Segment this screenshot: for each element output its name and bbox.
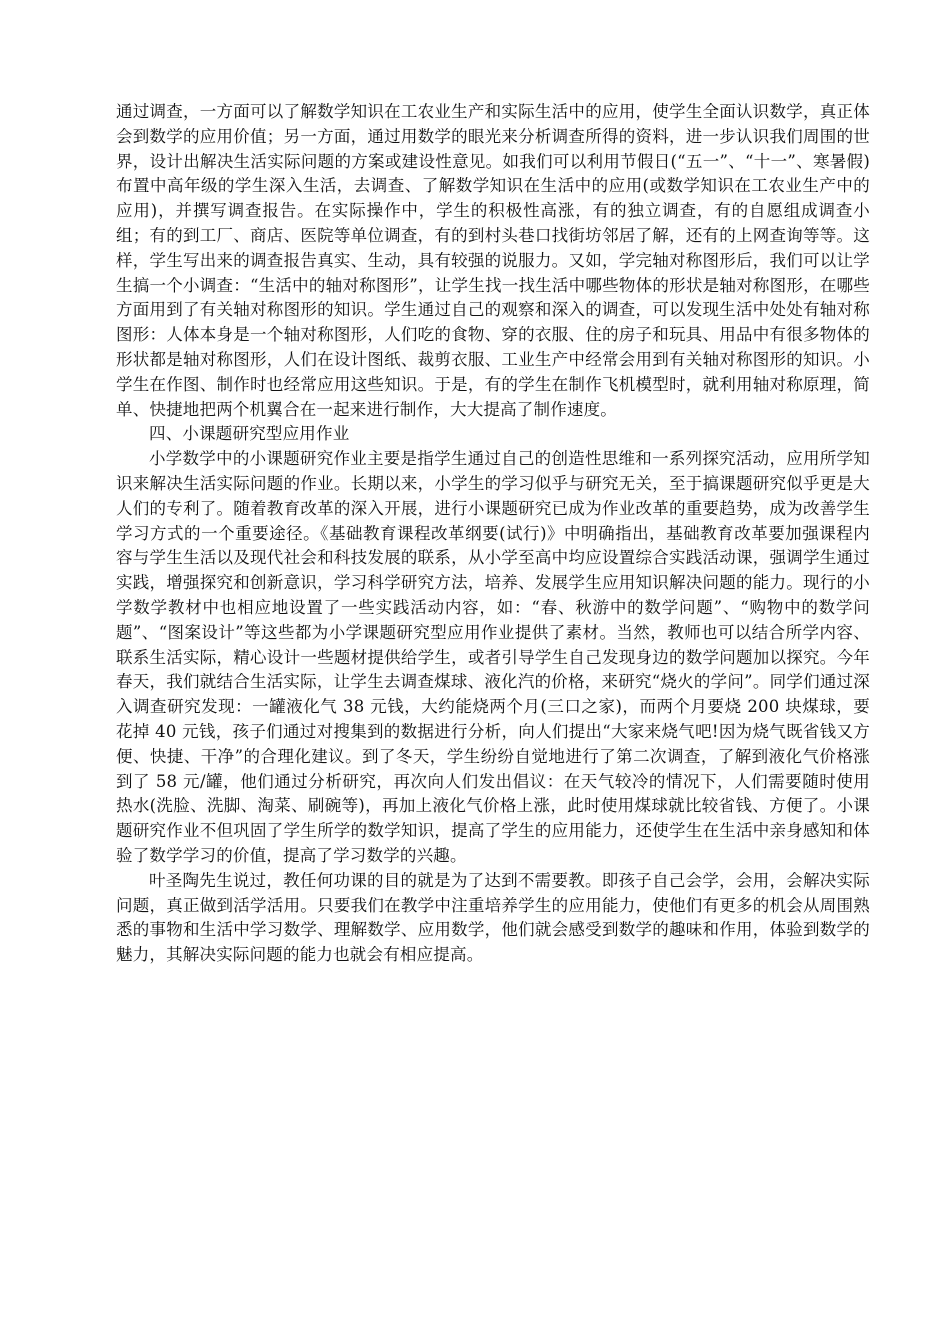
paragraph-survey-assignment: 通过调查，一方面可以了解数学知识在工农业生产和实际生活中的应用，使学生全面认识数学，真正体会到数学的应用价值；另一方面，通过用数学的眼光来分析调查所得的资料，进一步认识我们周围的世界，设计出解决生活实际问题的方案或建设性意见。如我们可以利用节假日(“五一”、“十一”、寒暑假)布置中高年级的学生深入生活，去调查、了解数学知识在生活中的应用(或数学知识在工农业生产中的应用)，并撰写调查报告。在实际操作中，学生的积极性高涨，有的独立调查，有的自愿组成调查小组；有的到工厂、商店、医院等单位调查，有的到村头巷口找街坊邻居了解，还有的上网查询等等。这样，学生写出来的调查报告真实、生动，具有较强的说服力。又如，学完轴对称图形后，我们可以让学生搞一个小调查：“生活中的轴对称图形”，让学生找一找生活中哪些物体的形状是轴对称图形，在哪些方面用到了有关轴对称图形的知识。学生通过自己的观察和深入的调查，可以发现生活中处处有轴对称图形：人体本身是一个轴对称图形，人们吃的食物、穿的衣服、住的房子和玩具、用品中有很多物体的形状都是轴对称图形，人们在设计图纸、裁剪衣服、工业生产中经常会用到有关轴对称图形的知识。小学生在作图、制作时也经常应用这些知识。于是，有的学生在制作飞机模型时，就利用轴对称原理，简单、快捷地把两个机翼合在一起来进行制作，大大提高了制作速度。 xyxy=(116,102,870,419)
document-body xyxy=(116,100,870,968)
section-heading-small-project: 四、小课题研究型应用作业 xyxy=(149,424,350,444)
paragraph-conclusion: 叶圣陶先生说过，教任何功课的目的就是为了达到不需要教。即孩子自己会学，会用，会解决实际问题，真正做到活学活用。只要我们在教学中注重培养学生的应用能力，使他们有更多的机会从周围熟悉的事物和生活中学习数学、理解数学、应用数学，他们就会感受到数学的趣味和作用，体验到数学的魅力，其解决实际问题的能力也就会有相应提高。 xyxy=(116,870,870,965)
paragraph-small-project-research: 小学数学中的小课题研究作业主要是指学生通过自己的创造性思维和一系列探究活动，应用所学知识来解决生活实际问题的作业。长期以来，小学生的学习似乎与研究无关，至于搞课题研究似乎更是大人们的专利了。随着教育改革的深入开展，进行小课题研究已成为作业改革的重要趋势，成为改善学生学习方式的一个重要途径。《基础教育课程改革纲要(试行)》中明确指出，基础教育改革要加强课程内容与学生生活以及现代社会和科技发展的联系，从小学至高中均应设置综合实践活动课，强调学生通过实践，增强探究和创新意识，学习科学研究方法，培养、发展学生应用知识解决问题的能力。现行的小学数学教材中也相应地设置了一些实践活动内容，如：“春、秋游中的数学问题”、“购物中的数学问题”、“图案设计”等这些都为小学课题研究型应用作业提供了素材。当然，教师也可以结合所学内容、联系生活实际，精心设计一些题材提供给学生，或者引导学生自己发现身边的数学问题加以探究。今年春天，我们就结合生活实际，让学生去调查煤球、液化汽的价格，来研究“烧火的学问”。同学们通过深入调查研究发现：一罐液化气 38 元钱，大约能烧两个月(三口之家)，而两个月要烧 200 块煤球，要花掉 40 元钱，孩子们通过对搜集到的数据进行分析，向人们提出“大家来烧气吧!因为烧气既省钱又方便、快捷、干净”的合理化建议。到了冬天，学生纷纷自觉地进行了第二次调查，了解到液化气价格涨到了 58 元/罐，他们通过分析研究，再次向人们发出倡议：在天气较冷的情况下，人们需要随时使用热水(洗脸、洗脚、淘菜、刷碗等)，再加上液化气价格上涨，此时使用煤球就比较省钱、方便了。小课题研究作业不但巩固了学生所学的数学知识，提高了学生的应用能力，还使学生在生活中亲身感知和体验了数学学习的价值，提高了学习数学的兴趣。 xyxy=(116,449,870,865)
